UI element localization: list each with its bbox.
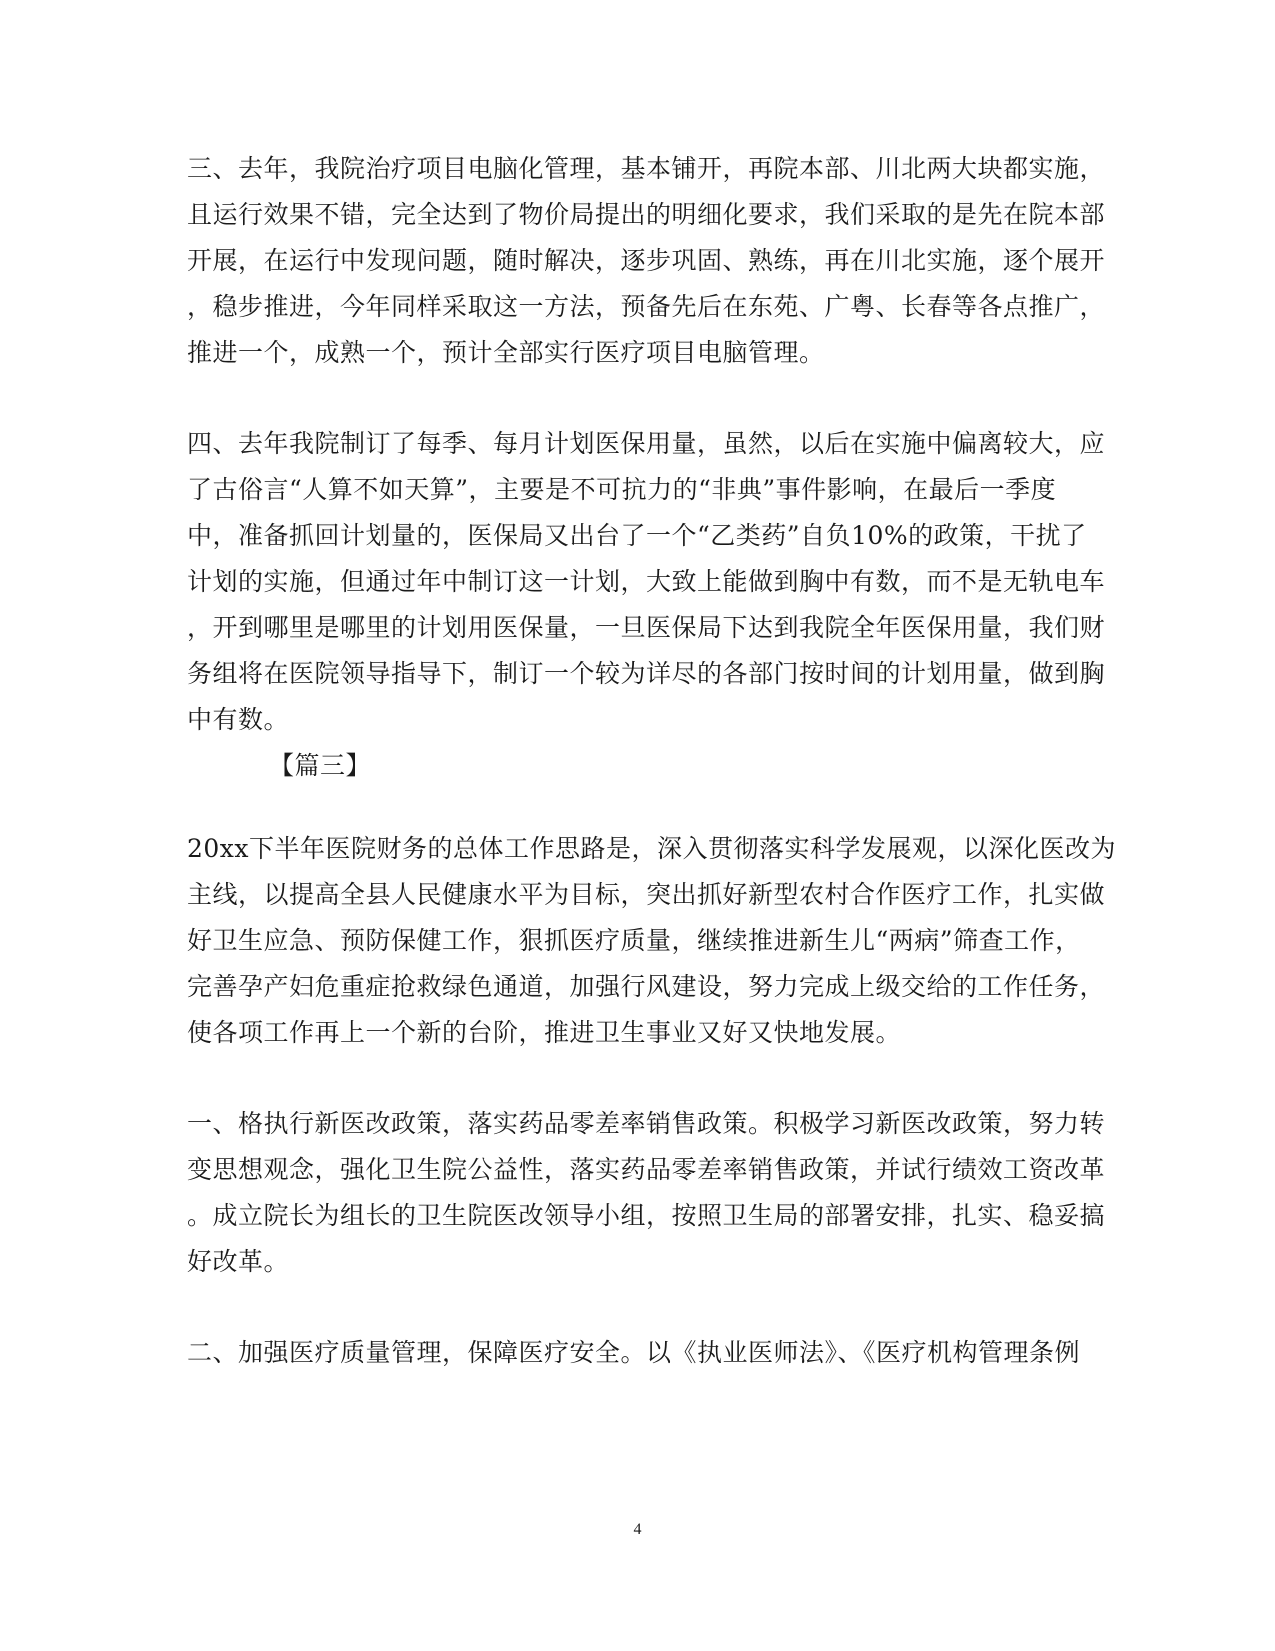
text-line: 主线，以提高全县人民健康水平为目标，突出抓好新型农村合作医疗工作，扎实做 — [187, 880, 1106, 909]
text-line: 四、去年我院制订了每季、每月计划医保用量，虽然，以后在实施中偏离较大，应 — [187, 429, 1106, 458]
text-line: 二、加强医疗质量管理，保障医疗安全。以《执业医师法》、《医疗机构管理条例 — [187, 1338, 1081, 1367]
page-number: 4 — [633, 1521, 642, 1538]
text-line: 中有数。 — [187, 705, 290, 734]
text-line: 中，准备抓回计划量的，医保局又出台了一个“乙类药”自负10%的政策，干扰了 — [187, 521, 1087, 550]
text-line: 使各项工作再上一个新的台阶，推进卫生事业又好又快地发展。 — [187, 1018, 902, 1047]
text-line: 一、格执行新医改政策，落实药品零差率销售政策。积极学习新医改政策，努力转 — [187, 1109, 1106, 1138]
text-line: 且运行效果不错，完全达到了物价局提出的明细化要求，我们采取的是先在院本部 — [187, 200, 1106, 229]
text-line: 推进一个，成熟一个，预计全部实行医疗项目电脑管理。 — [187, 338, 825, 367]
text-line: 20xx下半年医院财务的总体工作思路是，深入贯彻落实科学发展观，以深化医改为 — [187, 834, 1117, 863]
text-line: ，开到哪里是哪里的计划用医保量，一旦医保局下达到我院全年医保用量，我们财 — [187, 613, 1106, 642]
text-line: 完善孕产妇危重症抢救绿色通道，加强行风建设，努力完成上级交给的工作任务， — [187, 972, 1106, 1001]
text-line: 。成立院长为组长的卫生院医改领导小组，按照卫生局的部署安排，扎实、稳妥搞 — [187, 1201, 1106, 1230]
text-line: 务组将在医院领导指导下，制订一个较为详尽的各部门按时间的计划用量，做到胸 — [187, 659, 1106, 688]
text-line: 变思想观念，强化卫生院公益性，落实药品零差率销售政策，并试行绩效工资改革 — [187, 1155, 1106, 1184]
text-line: 好改革。 — [187, 1247, 290, 1276]
text-line: 计划的实施，但通过年中制订这一计划，大致上能做到胸中有数，而不是无轨电车 — [187, 567, 1106, 596]
text-line: 了古俗言“人算不如天算”，主要是不可抗力的“非典”事件影响，在最后一季度 — [187, 475, 1057, 504]
section-heading: 【篇三】 — [269, 751, 372, 780]
text-line: 三、去年，我院治疗项目电脑化管理，基本铺开，再院本部、川北两大块都实施， — [187, 154, 1106, 183]
text-line: 开展，在运行中发现问题，随时解决，逐步巩固、熟练，再在川北实施，逐个展开 — [187, 246, 1106, 275]
text-line: ，稳步推进，今年同样采取这一方法，预备先后在东苑、广粤、长春等各点推广， — [187, 292, 1106, 321]
text-line: 好卫生应急、预防保健工作，狠抓医疗质量，继续推进新生儿“两病”筛查工作， — [187, 926, 1081, 955]
